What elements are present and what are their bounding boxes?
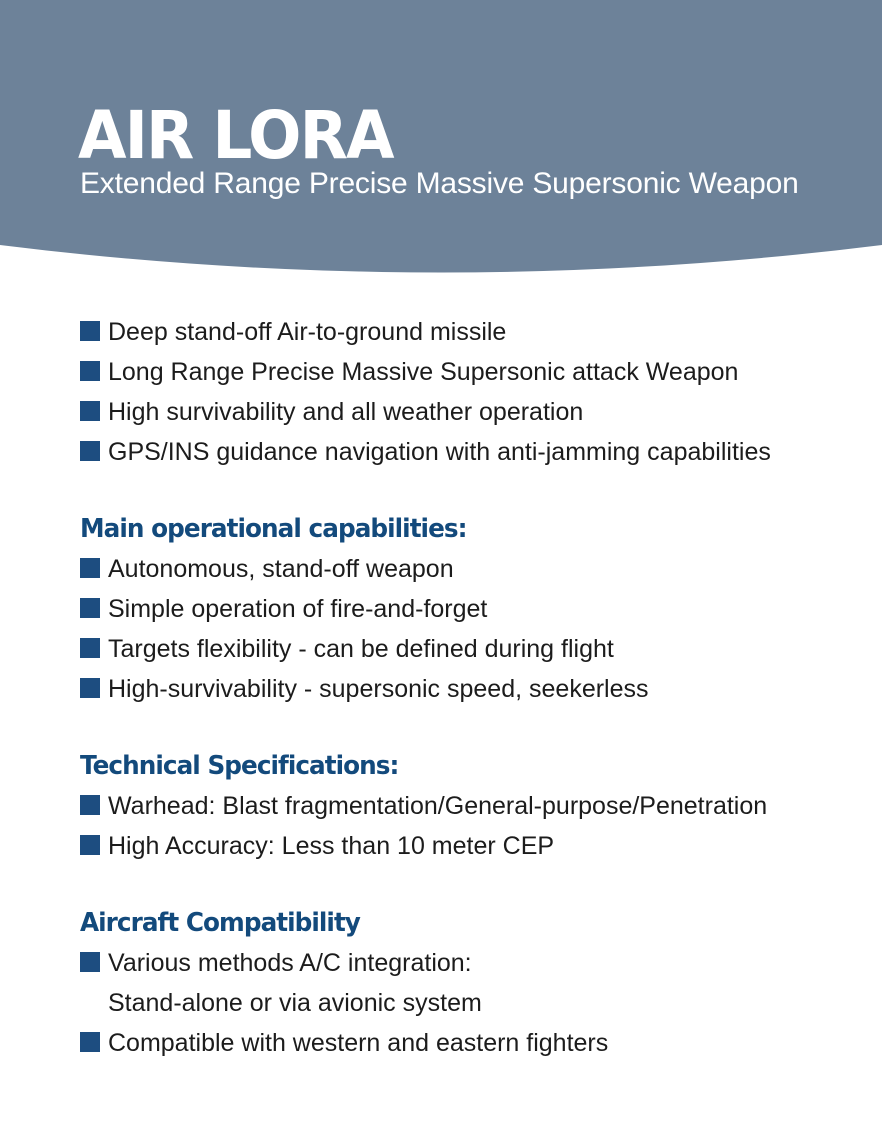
square-bullet-icon xyxy=(80,1032,100,1052)
aircraft-bullet-list xyxy=(80,943,860,1063)
list-item: Simple operation of fire-and-forget xyxy=(80,589,860,629)
list-item: Warhead: Blast fragmentation/General-purpose/Penetration xyxy=(80,786,860,826)
list-item: GPS/INS guidance navigation with anti-jamming capabilities xyxy=(80,432,860,472)
list-item: High-survivability - supersonic speed, seekerless xyxy=(80,669,860,709)
square-bullet-icon xyxy=(80,361,100,381)
list-item: High survivability and all weather operation xyxy=(80,392,860,432)
list-item: Long Range Precise Massive Supersonic attack Weapon xyxy=(80,352,860,392)
page-title: AIR LORA xyxy=(78,97,393,174)
list-item: Deep stand-off Air-to-ground missile xyxy=(80,312,860,352)
section-aircraft-compatibility xyxy=(80,903,860,1063)
technical-bullet-list xyxy=(80,786,860,866)
square-bullet-icon xyxy=(80,598,100,618)
section-heading: Aircraft Compatibility xyxy=(80,908,360,938)
content-area xyxy=(80,312,860,1063)
list-item: Autonomous, stand-off weapon xyxy=(80,549,860,589)
list-item xyxy=(80,943,860,1023)
square-bullet-icon xyxy=(80,678,100,698)
list-item: High Accuracy: Less than 10 meter CEP xyxy=(80,826,860,866)
list-item: Targets flexibility - can be defined during flight xyxy=(80,629,860,669)
list-item-line: Various methods A/C integration: xyxy=(108,949,472,977)
intro-bullet-list xyxy=(80,312,860,472)
list-item: Compatible with western and eastern fighters xyxy=(80,1023,860,1063)
section-heading: Main operational capabilities: xyxy=(80,514,467,544)
section-heading: Technical Specifications: xyxy=(80,751,399,781)
square-bullet-icon xyxy=(80,638,100,658)
square-bullet-icon xyxy=(80,401,100,421)
square-bullet-icon xyxy=(80,321,100,341)
square-bullet-icon xyxy=(80,441,100,461)
operational-bullet-list xyxy=(80,549,860,709)
square-bullet-icon xyxy=(80,835,100,855)
section-operational-capabilities xyxy=(80,509,860,709)
section-technical-specifications xyxy=(80,746,860,866)
list-item-line: Stand-alone or via avionic system xyxy=(108,989,482,1017)
square-bullet-icon xyxy=(80,952,100,972)
page-subtitle: Extended Range Precise Massive Supersonic Weapon xyxy=(80,167,799,200)
square-bullet-icon xyxy=(80,558,100,578)
square-bullet-icon xyxy=(80,795,100,815)
